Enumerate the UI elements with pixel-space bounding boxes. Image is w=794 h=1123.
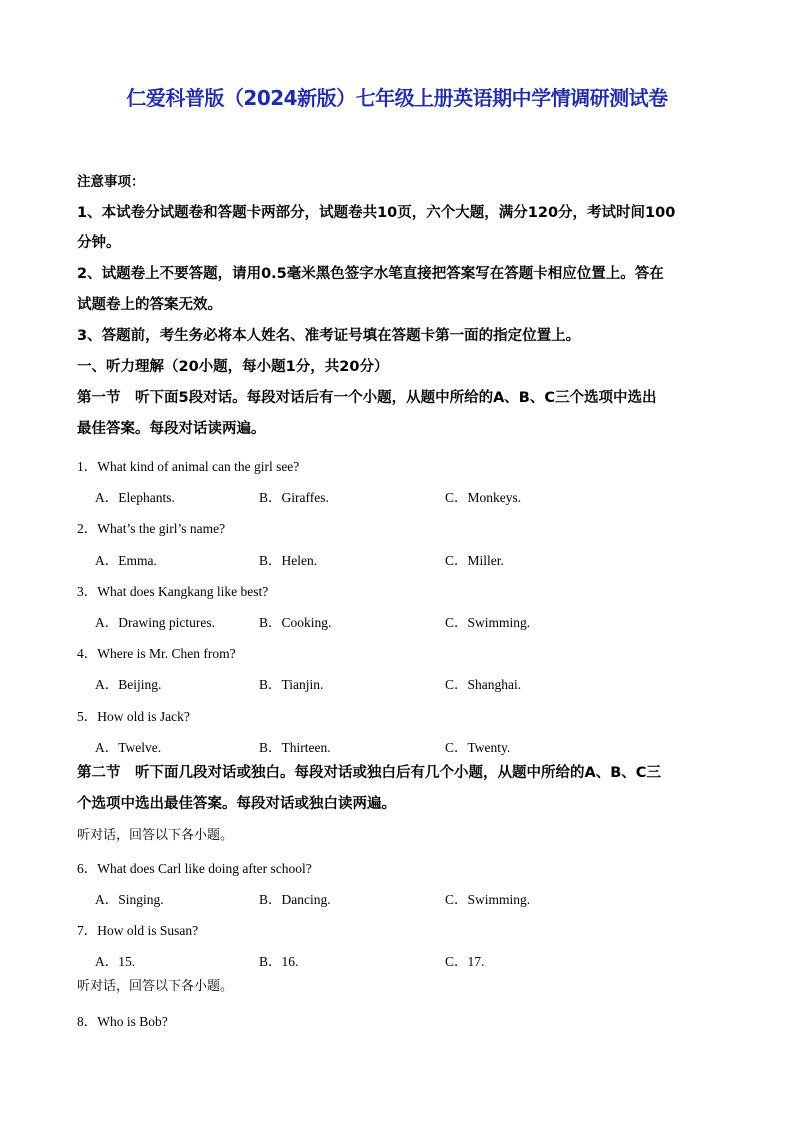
- note-3: 3、答题前，考生务必将本人姓名、准考证号填在答题卡第一面的指定位置上。: [77, 328, 581, 344]
- question-2-option-c: C．Miller.: [445, 553, 504, 568]
- question-2: 2．What’s the girl’s name?: [77, 521, 226, 536]
- part-1-instructions-line-2: 最佳答案。每段对话读两遍。: [77, 421, 266, 437]
- listen-instruction-2: 听对话，回答以下各小题。: [77, 979, 234, 994]
- listen-instruction-1: 听对话，回答以下各小题。: [77, 828, 234, 843]
- question-5-option-a: A．Twelve.: [95, 740, 162, 755]
- question-7-option-a: A．15.: [95, 954, 136, 969]
- question-5-option-b: B．Thirteen.: [259, 740, 331, 755]
- question-2-option-a: A．Emma.: [95, 553, 157, 568]
- part-1-instructions-line-1: 第一节 听下面5段对话。每段对话后有一个小题，从题中所给的A、B、C三个选项中选出: [77, 390, 657, 406]
- question-4-option-a: A．Beijing.: [95, 677, 162, 692]
- question-6-option-b: B．Dancing.: [259, 892, 331, 907]
- question-1-option-a: A．Elephants.: [95, 490, 175, 505]
- note-2-line-1: 2、试题卷上不要答题，请用0.5毫米黑色签字水笔直接把答案写在答题卡相应位置上。答在: [77, 266, 664, 282]
- question-7-option-c: C．17.: [445, 954, 485, 969]
- note-1-line-1: 1、本试卷分试题卷和答题卡两部分，试题卷共10页，六个大题，满分120分，考试时间100: [77, 205, 676, 221]
- question-7-option-b: B．16.: [259, 954, 299, 969]
- question-7: 7．How old is Susan?: [77, 923, 199, 938]
- page-title: 仁爱科普版（2024新版）七年级上册英语期中学情调研测试卷: [126, 86, 668, 110]
- question-1-option-b: B．Giraffes.: [259, 490, 329, 505]
- question-6-option-c: C．Swimming.: [445, 892, 531, 907]
- question-2-option-b: B．Helen.: [259, 553, 318, 568]
- section-1-heading: 一、听力理解（20小题，每小题1分，共20分）: [77, 359, 389, 375]
- question-6: 6．What does Carl like doing after school?: [77, 861, 312, 876]
- question-1: 1．What kind of animal can the girl see?: [77, 459, 300, 474]
- question-5: 5．How old is Jack?: [77, 709, 190, 724]
- question-8: 8．Who is Bob?: [77, 1014, 168, 1029]
- question-3-option-b: B．Cooking.: [259, 615, 332, 630]
- question-1-option-c: C．Monkeys.: [445, 490, 522, 505]
- part-2-instructions-line-2: 个选项中选出最佳答案。每段对话或独白读两遍。: [77, 796, 396, 812]
- question-5-option-c: C．Twenty.: [445, 740, 511, 755]
- note-2-line-2: 试题卷上的答案无效。: [77, 297, 222, 313]
- notes-heading: 注意事项：: [77, 174, 145, 190]
- question-3-option-a: A．Drawing pictures.: [95, 615, 215, 630]
- question-4: 4．Where is Mr. Chen from?: [77, 646, 236, 661]
- question-4-option-b: B．Tianjin.: [259, 677, 324, 692]
- question-3: 3．What does Kangkang like best?: [77, 584, 269, 599]
- part-2-instructions-line-1: 第二节 听下面几段对话或独白。每段对话或独白后有几个小题，从题中所给的A、B、C三: [77, 765, 661, 781]
- question-6-option-a: A．Singing.: [95, 892, 164, 907]
- note-1-line-2: 分钟。: [77, 235, 121, 251]
- question-3-option-c: C．Swimming.: [445, 615, 531, 630]
- question-4-option-c: C．Shanghai.: [445, 677, 522, 692]
